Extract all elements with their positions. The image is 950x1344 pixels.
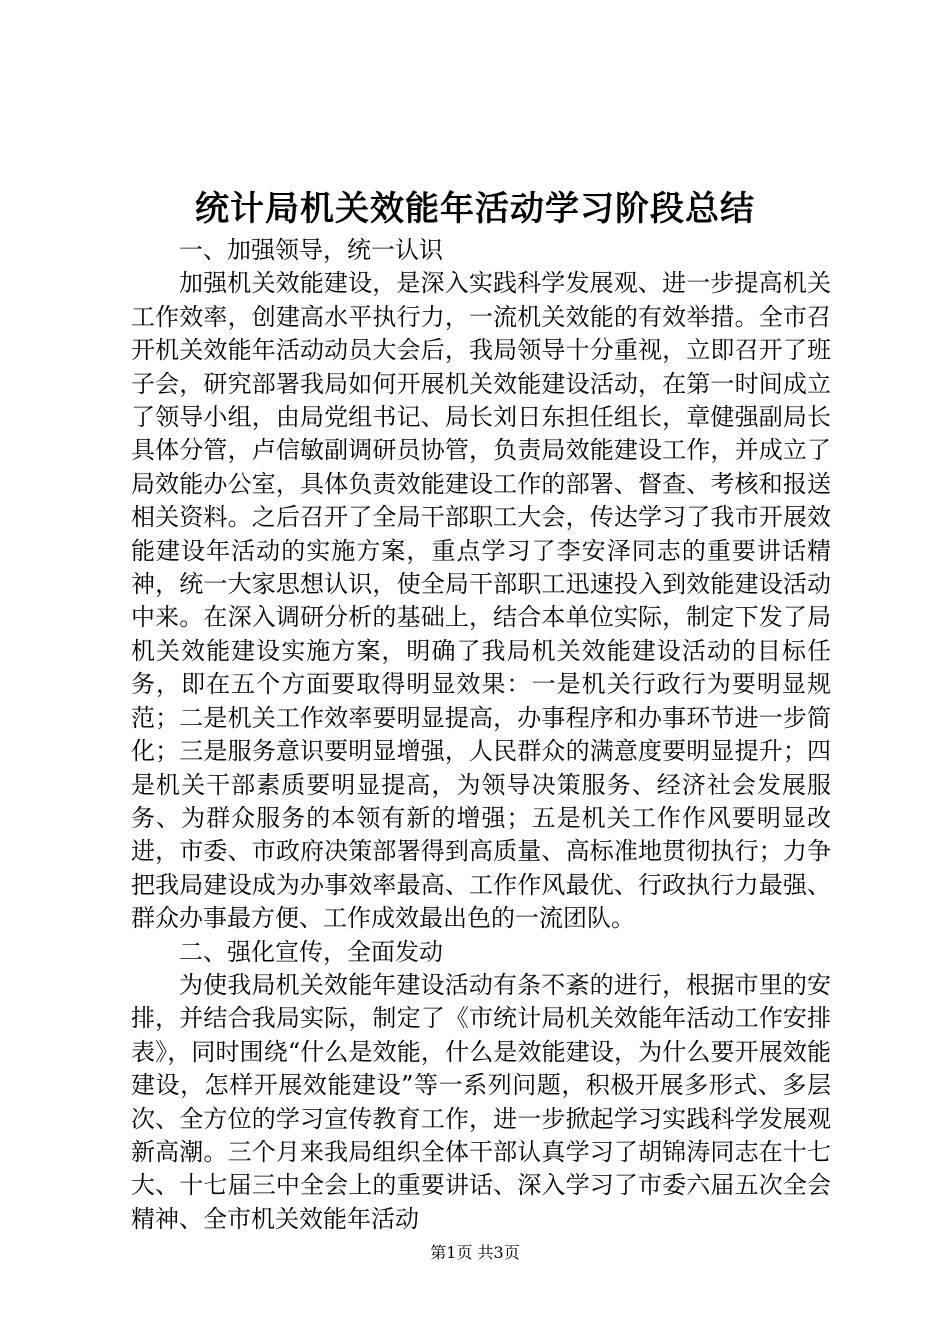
document-title: 统计局机关效能年活动学习阶段总结	[195, 189, 755, 229]
section-heading-1: 一、加强领导，统一认识	[179, 236, 443, 264]
section-paragraph-1: 加强机关效能建设，是深入实践科学发展观、进一步提高机关工作效率，创建高水平执行力，一流机关效能的有效举措。全市召开机关效能年活动动员大会后，我局领导十分重视，立即召开了班子会，研究部署我局如何开展机关效能建设活动，在第一时间成立了领导小组，由局党组书记、局长刘日东担任组长，章健强副局长具体分管，卢信敏副调研员协管，负责局效能建设工作，并成立了局效能办公室，具体负责效能建设工作的部署、督查、考核和报送相关资料。之后召开了全局干部职工大会，传达学习了我市开展效能建设年活动的实施方案，重点学习了李安泽同志的重要讲话精神，统一大家思想认识，使全局干部职工迅速投入到效能建设活动中来。在深入调研分析的基础上，结合本单位实际，制定下发了局机关效能建设实施方案，明确了我局机关效能建设活动的目标任务，即在五个方面要取得明显效果：一是机关行政行为要明显规范；二是机关工作效率要明显提高，办事程序和办事环节进一步简化；三是服务意识要明显增强，人民群众的满意度要明显提升；四是机关干部素质要明显提高，为领导决策服务、经济社会发展服务、为群众服务的本领有新的增强；五是机关工作作风要明显改进，市委、市政府决策部署得到高质量、高标准地贯彻执行；力争把我局建设成为办事效率最高、工作作风最优、行政执行力最强、群众办事最方便、工作成效最出色的一流团队。	[131, 269, 831, 933]
section-heading-2: 二、强化宣传，全面发动	[179, 937, 443, 966]
section-paragraph-2: 为使我局机关效能年建设活动有条不紊的进行，根据市里的安排，并结合我局实际，制定了《市统计局机关效能年活动工作安排表》，同时围绕“什么是效能，什么是效能建设，为什么要开展效能建设，怎样开展效能建设”等一系列问题，积极开展多形式、多层次、全方位的学习宣传教育工作，进一步掀起学习实践科学发展观新高潮。三个月来我局组织全体干部认真学习了胡锦涛同志在十七大、十七届三中全会上的重要讲话、深入学习了市委六届五次全会精神、全市机关效能年活动	[131, 970, 831, 1233]
document-body	[131, 234, 831, 1236]
page-footer: 第1页 共3页	[430, 1243, 520, 1262]
